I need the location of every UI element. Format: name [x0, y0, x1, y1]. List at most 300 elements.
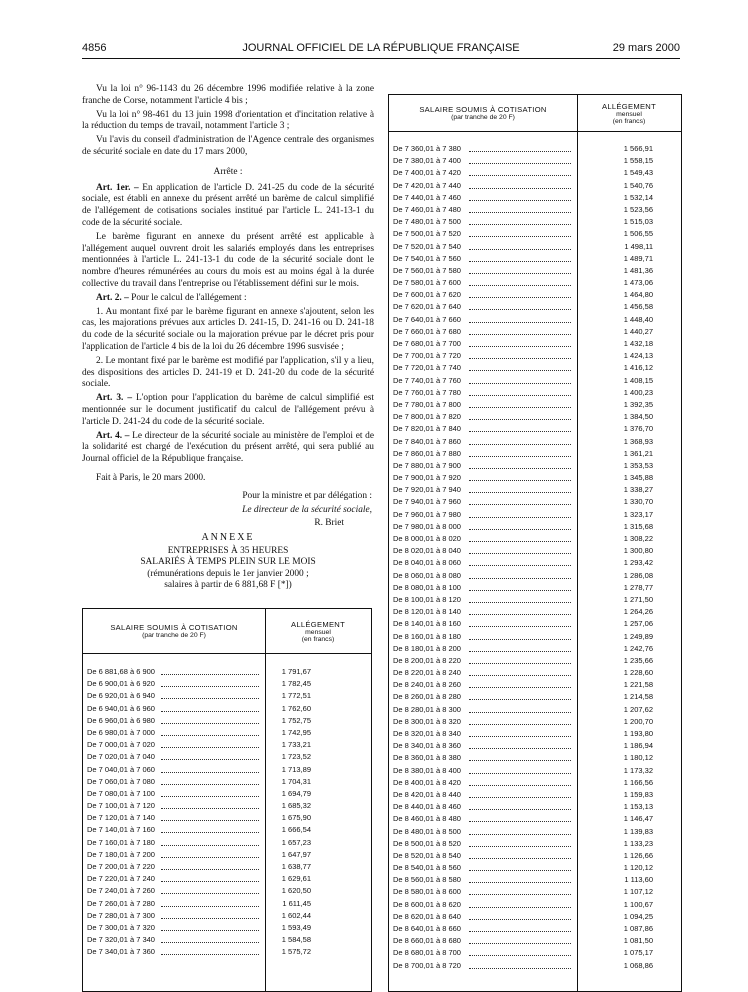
salary-range: De 8 180,01 à 8 200: [393, 643, 461, 653]
salary-range: De 8 140,01 à 8 160: [393, 619, 461, 629]
dot-leader: [469, 334, 571, 335]
header-rule: [82, 58, 680, 59]
allegement-amount: 1 408,15: [623, 375, 653, 385]
allegement-amount: 1 075,17: [623, 948, 653, 958]
allegement-amount: 1 173,32: [623, 765, 653, 775]
allegement-amount: 1 400,23: [623, 387, 653, 397]
article-label: Art. 3. –: [96, 393, 133, 404]
allegement-amount: 1 762,60: [281, 703, 311, 713]
salary-range: De 7 340,01 à 7 360: [87, 947, 155, 957]
allegement-amount: 1 200,70: [623, 716, 653, 726]
dot-leader: [469, 602, 571, 603]
table-row: [389, 789, 681, 801]
dot-leader: [469, 249, 571, 250]
visa-paragraph: Vu la loi n° 96-1143 du 26 décembre 1996 modifiée relative à la zone franche de Corse, notamment l'article 4 bis ;: [82, 84, 374, 106]
salary-range: De 7 500,01 à 7 520: [393, 229, 461, 239]
salary-range: De 8 200,01 à 8 220: [393, 655, 461, 665]
allegement-amount: 1 068,86: [623, 960, 653, 970]
dot-leader: [469, 285, 571, 286]
dot-leader: [161, 723, 259, 724]
allegement-amount: 1 278,77: [623, 582, 653, 592]
signature-date: Fait à Paris, le 20 mars 2000.: [96, 472, 206, 483]
allegement-amount: 1 094,25: [623, 911, 653, 921]
table-header: [389, 95, 681, 132]
allegement-amount: 1 704,31: [281, 776, 311, 786]
allegement-amount: 1 685,32: [281, 801, 311, 811]
table-row: [83, 885, 371, 897]
table-row: [83, 727, 371, 739]
dot-leader: [469, 578, 571, 579]
article-paragraph: 2. Le montant fixé par le barème est modifié par l'application, s'il y a lieu, des dispositions des articles D. 241-19 et D. 241-20 du code de la sécurité sociale.: [82, 355, 374, 390]
table-row: [389, 496, 681, 508]
allegement-amount: 1 368,93: [623, 436, 653, 446]
table-row: [389, 289, 681, 301]
table-row: [83, 922, 371, 934]
table-row: [389, 143, 681, 155]
dot-leader: [469, 760, 571, 761]
dot-leader: [161, 832, 259, 833]
salary-range: De 7 820,01 à 7 840: [393, 424, 461, 434]
dot-leader: [469, 224, 571, 225]
table-row: [389, 411, 681, 423]
salary-range: De 7 780,01 à 7 800: [393, 399, 461, 409]
table-header: [83, 609, 371, 654]
table-row: [389, 362, 681, 374]
table-row: [389, 594, 681, 606]
allegement-amount: 1 193,80: [623, 729, 653, 738]
salary-range: De 8 160,01 à 8 180: [393, 631, 461, 641]
table-row: [389, 253, 681, 265]
allegement-amount: 1 611,45: [282, 898, 311, 908]
table-row: [389, 655, 681, 667]
column-header-sublabel: (par tranche de 20 F): [142, 632, 206, 639]
salary-range: De 8 020,01 à 8 040: [393, 546, 461, 556]
table-row: [389, 399, 681, 411]
dot-leader: [469, 419, 571, 420]
salary-range: De 7 380,01 à 7 400: [393, 156, 461, 166]
table-row: [389, 521, 681, 533]
salary-range: De 8 640,01 à 8 660: [393, 924, 461, 933]
salary-range: De 6 980,01 à 7 000: [87, 727, 155, 737]
dot-leader: [469, 480, 571, 481]
table-row: [83, 751, 371, 763]
dot-leader: [469, 297, 571, 298]
allegement-amount: 1 723,52: [281, 752, 311, 762]
salary-range: De 7 960,01 à 7 980: [393, 509, 461, 519]
salary-range: De 7 160,01 à 7 180: [87, 837, 155, 847]
salary-range: De 7 900,01 à 7 920: [393, 473, 461, 483]
table-row: [389, 886, 681, 898]
allegement-amount: 1 153,13: [623, 802, 653, 812]
salary-range: De 8 280,01 à 8 300: [393, 704, 461, 714]
column-header-label: ALLÉGEMENT: [601, 101, 657, 111]
dot-leader: [469, 565, 571, 566]
allegement-amount: 1 384,50: [623, 412, 653, 422]
allegement-amount: 1 566,91: [623, 144, 653, 153]
dot-leader: [469, 188, 571, 189]
salary-range: De 7 880,01 à 7 900: [393, 460, 461, 470]
table-row: [83, 690, 371, 702]
allegement-amount: 1 464,80: [623, 290, 653, 300]
dot-leader: [469, 785, 571, 786]
dot-leader: [469, 626, 571, 627]
table-row: [389, 631, 681, 643]
allegement-amount: 1 120,12: [623, 863, 653, 873]
table-row: [389, 314, 681, 326]
table-row: [389, 167, 681, 179]
table-row: [389, 557, 681, 569]
allegement-amount: 1 489,71: [623, 253, 653, 263]
table-row: [389, 947, 681, 959]
salary-range: De 8 440,01 à 8 460: [393, 802, 461, 812]
salary-range: De 6 960,01 à 6 980: [87, 715, 155, 725]
allegement-amount: 1 249,89: [623, 631, 653, 641]
allegement-amount: 1 733,21: [281, 740, 311, 750]
table-row: [389, 301, 681, 313]
dot-leader: [469, 346, 571, 347]
salary-range: De 7 220,01 à 7 240: [87, 874, 155, 884]
dot-leader: [469, 395, 571, 396]
table-row: [389, 740, 681, 752]
salary-range: De 8 680,01 à 8 700: [393, 948, 461, 958]
allegement-table-right: [388, 94, 682, 992]
dot-leader: [161, 808, 259, 809]
table-row: [389, 813, 681, 825]
dot-leader: [469, 968, 571, 969]
table-row: [83, 788, 371, 800]
allegement-amount: 1 752,75: [281, 715, 311, 725]
signatory-name: R. Briet: [314, 518, 344, 529]
allegement-amount: 1 392,35: [623, 399, 653, 409]
table-row: [83, 946, 371, 958]
table-row: [389, 960, 681, 972]
allegement-amount: 1 228,60: [623, 668, 653, 678]
table-row: [83, 861, 371, 873]
allegement-amount: 1 264,26: [623, 607, 653, 617]
table-row: [389, 643, 681, 655]
article-text: L'option pour l'application du barème de calcul simplifié est mentionnée sur le document justificatif du calcul de l'allégement prévu à l'article D. 241-24 du code de la sécurité sociale.: [82, 393, 374, 427]
column-header-sublabel: (par tranche de 20 F): [451, 114, 515, 121]
salary-range: De 7 240,01 à 7 260: [87, 886, 155, 896]
dot-leader: [469, 407, 571, 408]
dot-leader: [161, 674, 259, 675]
salary-range: De 7 580,01 à 7 600: [393, 278, 461, 288]
column-header-sublabel: (en francs): [301, 635, 335, 643]
salary-range: De 8 320,01 à 8 340: [393, 729, 461, 738]
salary-range: De 7 280,01 à 7 300: [87, 910, 155, 920]
dot-leader: [161, 796, 259, 797]
dot-leader: [469, 639, 571, 640]
salary-range: De 8 100,01 à 8 120: [393, 594, 461, 604]
dot-leader: [469, 456, 571, 457]
table-row: [389, 899, 681, 911]
salary-range: De 8 520,01 à 8 540: [393, 850, 461, 860]
salary-range: De 8 360,01 à 8 380: [393, 753, 461, 763]
dot-leader: [161, 820, 259, 821]
table-row: [83, 849, 371, 861]
salary-range: De 7 200,01 à 7 220: [87, 862, 155, 871]
salary-range: De 7 080,01 à 7 100: [87, 788, 155, 798]
table-row: [389, 436, 681, 448]
salary-range: De 7 360,01 à 7 380: [393, 144, 461, 153]
allegement-amount: 1 353,53: [623, 460, 653, 470]
allegement-amount: 1 257,06: [623, 619, 653, 629]
article-4: [82, 431, 374, 466]
table-row: [389, 826, 681, 838]
allegement-amount: 1 107,12: [623, 887, 653, 897]
column-header-salary: [83, 609, 265, 653]
dot-leader: [469, 736, 571, 737]
dot-leader: [469, 492, 571, 493]
salary-range: De 8 260,01 à 8 280: [393, 692, 461, 702]
salary-range: De 7 180,01 à 7 200: [87, 849, 155, 859]
allegement-amount: 1 376,70: [623, 424, 653, 434]
article-text: Pour le calcul de l'allégement :: [131, 292, 247, 303]
dot-leader: [469, 687, 571, 688]
salary-range: De 7 640,01 à 7 660: [393, 314, 461, 324]
dot-leader: [469, 370, 571, 371]
allegement-amount: 1 694,79: [281, 788, 311, 798]
table-row: [389, 838, 681, 850]
table-row: [389, 582, 681, 594]
salary-range: De 7 700,01 à 7 720: [393, 351, 461, 361]
salary-range: De 8 340,01 à 8 360: [393, 741, 461, 751]
journal-title: JOURNAL OFFICIEL DE LA RÉPUBLIQUE FRANÇAISE: [242, 42, 520, 54]
table-row: [83, 910, 371, 922]
table-row: [389, 923, 681, 935]
table-row: [83, 776, 371, 788]
dot-leader: [469, 882, 571, 883]
table-row: [389, 911, 681, 923]
article-2: [82, 293, 374, 305]
salary-range: De 7 100,01 à 7 120: [87, 801, 155, 811]
dot-leader: [469, 200, 571, 201]
allegement-amount: 1 186,94: [623, 741, 653, 751]
salary-range: De 7 020,01 à 7 040: [87, 752, 155, 762]
table-row: [83, 703, 371, 715]
allegement-amount: 1 742,95: [281, 727, 311, 737]
allegement-amount: 1 602,44: [281, 910, 311, 920]
table-row: [389, 265, 681, 277]
dot-leader: [161, 954, 259, 955]
salary-range: De 8 380,01 à 8 400: [393, 765, 461, 775]
salary-range: De 8 400,01 à 8 420: [393, 777, 461, 787]
dot-leader: [469, 163, 571, 164]
dot-leader: [469, 663, 571, 664]
table-row: [389, 752, 681, 764]
salary-range: De 8 600,01 à 8 620: [393, 899, 461, 909]
column-header-label: ALLÉGEMENT: [290, 619, 346, 629]
salary-range: De 7 800,01 à 7 820: [393, 412, 461, 422]
dot-leader: [161, 930, 259, 931]
table-row: [389, 326, 681, 338]
allegement-amount: 1 515,03: [623, 217, 653, 227]
dot-leader: [161, 711, 259, 712]
table-row: [83, 715, 371, 727]
salary-range: De 8 040,01 à 8 060: [393, 558, 461, 568]
table-row: [83, 764, 371, 776]
allegement-amount: 1 498,11: [624, 241, 653, 251]
dot-leader: [469, 383, 571, 384]
article-paragraph: Le barème figurant en annexe du présent arrêté est applicable à l'allégement auquel ouvrent droit les salariés employés dans les entreprises mentionnées à l'article L. 241-13-1 du code de la sécurité sociale dont le nombre d'heures rémunérées au cours du mois est au moins égal à la durée collective du travail dans l'entreprise ou l'établissement défini sur le mois.: [82, 231, 374, 289]
table-row: [83, 837, 371, 849]
article-paragraph: 1. Au montant fixé par le barème figurant en annexe s'ajoutent, selon les cas, les majorations prévues aux articles D. 241-15, D. 241-16 ou D. 241-18 du code de la sécurité sociale ou la majoration prévue par le décret pris pour l'application de l'article 4 bis de la loi du 26 décembre 1996 susvisée ;: [82, 306, 374, 352]
dot-leader: [469, 151, 571, 152]
column-header-allegement: [265, 609, 371, 653]
salary-range: De 7 320,01 à 7 340: [87, 935, 155, 945]
dot-leader: [469, 444, 571, 445]
allegement-amount: 1 540,76: [623, 180, 653, 190]
table-row: [389, 216, 681, 228]
allegement-amount: 1 416,12: [623, 363, 653, 373]
visa-paragraph: Vu la loi n° 98-461 du 13 juin 1998 d'orientation et d'incitation relative à la réduction du temps de travail, notamment l'article 3 ;: [82, 109, 374, 132]
table-row: [83, 934, 371, 946]
dot-leader: [469, 858, 571, 859]
allegement-amount: 1 440,27: [623, 326, 653, 336]
table-row: [389, 204, 681, 216]
table-body: [389, 143, 681, 972]
annexe-subtitle: salaires à partir de 6 881,68 F [*]): [164, 580, 292, 591]
allegement-amount: 1 620,50: [281, 886, 311, 896]
dot-leader: [469, 919, 571, 920]
allegement-amount: 1 584,58: [281, 935, 311, 945]
dot-leader: [469, 748, 571, 749]
dot-leader: [469, 651, 571, 652]
allegement-amount: 1 286,08: [623, 570, 653, 580]
allegement-amount: 1 235,66: [623, 655, 653, 665]
allegement-amount: 1 361,21: [623, 448, 653, 458]
allegement-amount: 1 448,40: [623, 314, 653, 324]
salary-range: De 8 580,01 à 8 600: [393, 887, 461, 897]
table-row: [389, 460, 681, 472]
allegement-amount: 1 506,55: [623, 229, 653, 239]
salary-range: De 7 860,01 à 7 880: [393, 448, 461, 458]
article-label: Art. 2. –: [96, 292, 129, 303]
salary-range: De 6 920,01 à 6 940: [87, 691, 155, 701]
salary-range: De 8 660,01 à 8 680: [393, 936, 461, 946]
salary-range: De 8 240,01 à 8 260: [393, 680, 461, 690]
page-number: 4856: [82, 42, 107, 54]
salary-range: De 8 420,01 à 8 440: [393, 789, 461, 799]
visa-paragraph: Vu l'avis du conseil d'administration de l'Agence centrale des organismes de sécurité sociale en date du 17 mars 2000,: [82, 135, 374, 157]
table-row: [389, 801, 681, 813]
signature-line: Pour la ministre et par délégation :: [242, 490, 372, 501]
allegement-amount: 1 772,51: [281, 691, 311, 701]
allegement-amount: 1 180,12: [623, 753, 653, 763]
salary-range: De 7 120,01 à 7 140: [87, 813, 155, 823]
allegement-amount: 1 532,14: [623, 192, 653, 202]
dot-leader: [161, 747, 259, 748]
annexe-subtitle: (rémunérations depuis le 1er janvier 2000 ;: [147, 568, 309, 579]
salary-range: De 7 620,01 à 7 640: [393, 302, 461, 312]
issue-date: 29 mars 2000: [612, 42, 680, 54]
allegement-table-left: [82, 608, 372, 992]
allegement-amount: 1 791,67: [281, 667, 311, 676]
allegement-amount: 1 315,68: [623, 521, 653, 531]
allegement-amount: 1 558,15: [623, 156, 653, 166]
allegement-amount: 1 575,72: [281, 947, 311, 957]
allegement-amount: 1 271,50: [623, 594, 653, 604]
annexe-subtitle: ENTREPRISES À 35 HEURES: [167, 545, 289, 556]
table-row: [389, 704, 681, 716]
salary-range: De 7 420,01 à 7 440: [393, 180, 461, 190]
allegement-amount: 1 666,54: [281, 825, 311, 835]
dot-leader: [161, 881, 259, 882]
table-row: [389, 387, 681, 399]
dot-leader: [469, 712, 571, 713]
salary-range: De 8 060,01 à 8 080: [393, 570, 461, 580]
dot-leader: [469, 846, 571, 847]
allegement-amount: 1 713,89: [281, 764, 311, 774]
dot-leader: [161, 686, 259, 687]
dot-leader: [161, 869, 259, 870]
salary-range: De 7 740,01 à 7 760: [393, 375, 461, 385]
table-row: [389, 509, 681, 521]
allegement-amount: 1 647,97: [281, 849, 311, 859]
allegement-amount: 1 782,45: [281, 679, 311, 689]
table-row: [389, 862, 681, 874]
dot-leader: [469, 322, 571, 323]
allegement-amount: 1 424,13: [623, 351, 653, 361]
table-row: [389, 423, 681, 435]
salary-range: De 7 300,01 à 7 320: [87, 922, 155, 932]
salary-range: De 7 560,01 à 7 580: [393, 265, 461, 275]
dot-leader: [469, 834, 571, 835]
dot-leader: [469, 590, 571, 591]
table-row: [389, 448, 681, 460]
allegement-amount: 1 549,43: [623, 168, 653, 178]
annexe-subtitle: SALARIÉS À TEMPS PLEIN SUR LE MOIS: [140, 557, 316, 568]
dot-leader: [161, 698, 259, 699]
salary-range: De 7 760,01 à 7 780: [393, 387, 461, 397]
table-row: [389, 679, 681, 691]
dot-leader: [469, 431, 571, 432]
allegement-amount: 1 308,22: [623, 534, 653, 543]
allegement-amount: 1 345,88: [623, 473, 653, 483]
dot-leader: [161, 784, 259, 785]
table-row: [389, 484, 681, 496]
dot-leader: [469, 675, 571, 676]
salary-range: De 8 500,01 à 8 520: [393, 838, 461, 848]
allegement-amount: 1 432,18: [623, 339, 653, 348]
salary-range: De 7 600,01 à 7 620: [393, 290, 461, 300]
dot-leader: [469, 797, 571, 798]
table-row: [389, 338, 681, 350]
dot-leader: [469, 236, 571, 237]
allegement-amount: 1 338,27: [623, 485, 653, 495]
column-header-label: SALAIRE SOUMIS À COTISATION: [110, 623, 238, 632]
allegement-amount: 1 675,90: [281, 813, 311, 823]
salary-range: De 7 840,01 à 7 860: [393, 436, 461, 446]
article-3: [82, 393, 374, 428]
column-header-sublabel: (en francs): [612, 117, 646, 125]
table-row: [389, 850, 681, 862]
dot-leader: [469, 358, 571, 359]
salary-range: De 8 300,01 à 8 320: [393, 716, 461, 726]
column-header-sublabel: mensuel: [305, 628, 331, 636]
dot-leader: [469, 894, 571, 895]
salary-range: De 7 980,01 à 8 000: [393, 521, 461, 531]
salary-range: De 7 440,01 à 7 460: [393, 192, 461, 202]
salary-range: De 7 140,01 à 7 160: [87, 825, 155, 835]
dot-leader: [469, 529, 571, 530]
signature-line: Le directeur de la sécurité sociale,: [242, 504, 372, 515]
table-row: [389, 716, 681, 728]
salary-range: De 7 520,01 à 7 540: [393, 241, 461, 251]
dot-leader: [469, 773, 571, 774]
dot-leader: [469, 309, 571, 310]
dot-leader: [161, 906, 259, 907]
